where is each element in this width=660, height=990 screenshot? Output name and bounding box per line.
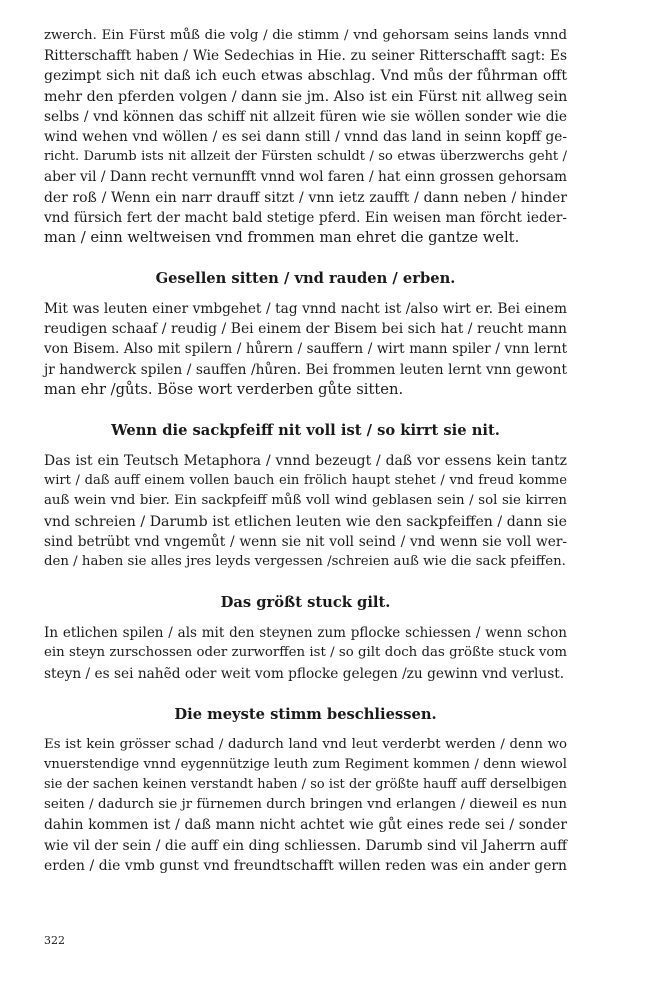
text-line: man ehr /gůts. Böse wort verderben gůte sitten. [44,380,404,398]
text-line: In etlichen spilen / als mit den steynen zum pflocke schiessen / wenn schon [44,625,567,642]
text-line: Ritterschafft haben / Wie Sedechias in Hie. zu seiner Ritterschafft sagt: Es [44,48,567,65]
section-heading-1: Gesellen sitten / vnd rauden / erben. [155,270,456,288]
text-line: der roß / Wenn ein narr drauff sitzt / vnn ietz zaufft / dann neben / hinder [44,189,567,206]
section-heading-4: Die meyste stimm beschliessen. [174,705,437,723]
text-line: steyn / es sei nahẽd oder weit vom pflocke gelegen /zu gewinn vnd verlust. [44,665,565,682]
book-page [44,26,567,876]
text-line: vnd fürsich fert der macht bald stetige pferd. Ein weisen man förcht ieder- [44,209,567,226]
text-line: auß wein vnd bier. Ein sackpfeiff můß voll wind geblasen sein / sol sie kirren [44,493,567,509]
text-line: wind wehen vnd wöllen / es sei dann still / vnnd das land in seinn kopff ge- [44,128,567,145]
section-heading-2: Wenn die sackpfeiff nit voll ist / so kirrt sie nit. [111,422,500,439]
text-line: mehr den pferden volgen / dann sie jm. Also ist ein Fürst nit allweg sein [44,88,568,105]
text-line: richt. Darumb ists nit allzeit der Fürsten schuldt / so etwas überzwerchs geht / [44,149,567,165]
text-line: wie vil der sein / die auff ein ding schliessen. Darumb sind vil Jaherrn auff [44,837,567,854]
text-line: Mit was leuten einer vmbgehet / tag vnnd nacht ist /also wirt er. Bei einem [44,301,567,318]
text-line: Das ist ein Teutsch Metaphora / vnnd bezeugt / daß vor essens kein tantz [44,453,567,469]
section-heading-3: Das größt stuck gilt. [220,594,391,612]
text-line: gezimpt sich nit daß ich euch etwas abschlag. Vnd můs der fůhrman offt [44,68,567,85]
text-line: dahin kommen ist / daß mann nicht achtet wie gůt eines rede sei / sonder [44,817,567,834]
text-line: selbs / vnd können das schiff nit allzeit füren wie sie wöllen sonder wie die [44,108,567,125]
text-line: aber vil / Dann recht vernunfft vnnd wol faren / hat einn grossen gehorsam [44,169,567,186]
text-line: man / einn weltweisen vnd frommen man ehret die gantze welt. [44,228,520,246]
text-line: erden / die vmb gunst vnd freundtschafft willen reden was ein ander gern [44,857,567,874]
page-number: 322 [44,934,65,947]
text-line: vnd schreien / Darumb ist etlichen leuten wie den sackpfeiffen / dann sie [44,513,567,530]
text-line: ein steyn zurschossen oder zurworffen ist / so gilt doch das größte stuck vom [44,645,567,661]
paragraph-2 [44,299,567,400]
text-line: seiten / dadurch sie jr fürnemen durch bringen vnd erlangen / dieweil es nun [44,797,567,813]
text-line: von Bisem. Also mit spilern / hůrern / sauffern / wirt mann spiler / vnn lernt [44,341,567,358]
text-line: Es ist kein grösser schad / dadurch land vnd leut verderbt werden / denn wo [44,736,567,752]
paragraph-5 [44,735,567,876]
paragraph-4 [44,623,567,684]
paragraph-3 [44,451,567,572]
text-line: wirt / daß auff einem vollen bauch ein frölich haupt stehet / vnd freud komme [44,473,567,489]
text-line: den / haben sie alles jres leyds vergessen /schreien auß wie die sack pfeiffen. [44,553,566,569]
text-line: vnuerstendige vnnd eygennützige leuth zum Regiment kommen / denn wiewol [44,756,567,772]
text-line: sind betrübt vnd vngemůt / wenn sie nit voll seind / vnd wenn sie voll wer- [44,533,567,550]
text-line: sie der sachen keinen verstandt haben / so ist der größte hauff auff derselbigen [44,777,567,793]
text-line: zwerch. Ein Fürst můß die volg / die stimm / vnd gehorsam seins lands vnnd [44,28,567,43]
paragraph-1 [44,26,567,248]
text-line: jr handwerck spilen / sauffen /hůren. Bei frommen leuten lernt vnn gewont [44,361,567,378]
text-line: reudigen schaaf / reudig / Bei einem der Bisem bei sich hat / reucht mann [44,321,567,338]
